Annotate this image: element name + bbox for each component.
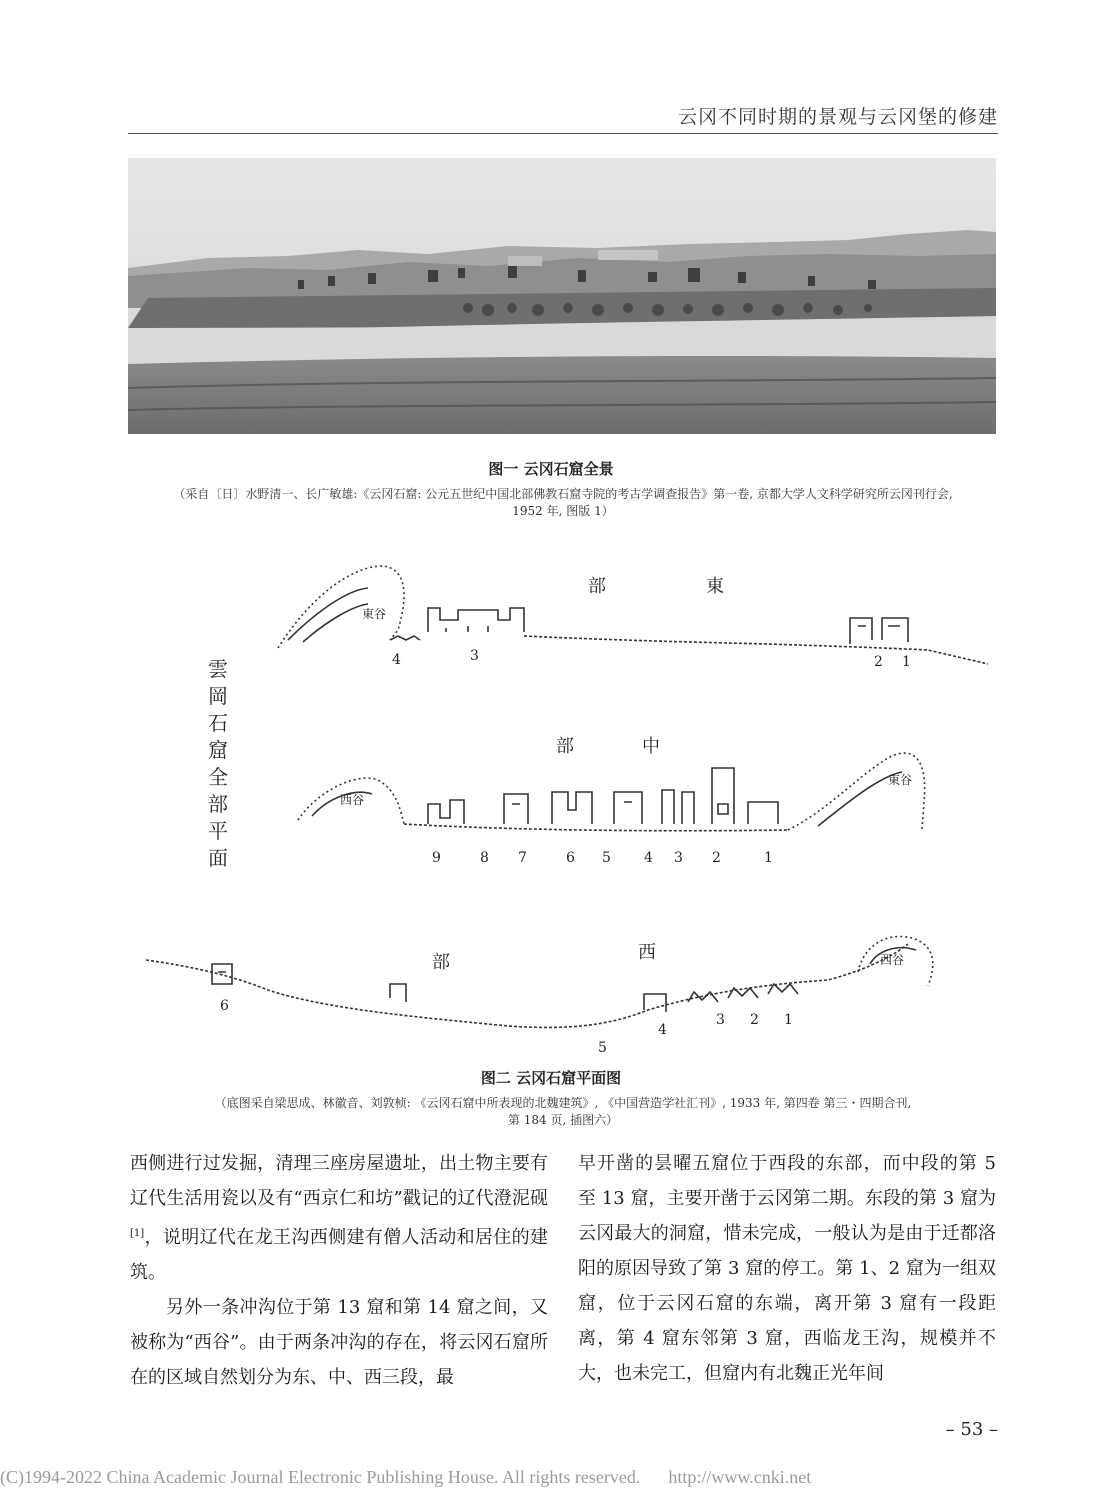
cnki-url-link[interactable]: http://www.cnki.net [668,1467,812,1487]
west-cave-number: 6 [220,998,229,1014]
middle-section-label: 中 [642,736,660,757]
west-valley-label: 西谷 [880,953,905,967]
body-paragraph: 另外一条冲沟位于第 13 窟和第 14 窟之间，又被称为“西谷”。由于两条冲沟的存在，将云冈石窟所在的区域自然划分为东、中、西三段，最 [130,1297,548,1388]
east-cave-number: 4 [392,652,401,668]
middle-west-valley-label: 西谷 [340,793,365,807]
running-header-title: 云冈不同时期的景观与云冈堡的修建 [677,106,998,128]
east-valley-label: 東谷 [362,607,387,621]
page-number: – 53 – [945,1419,998,1440]
figure2-note [128,1095,998,1129]
cave-plan-drawing [128,540,998,1060]
plan-vertical-title-text: 雲岡石窟全部平面 [208,657,228,870]
east-cave-number: 2 [874,654,883,670]
middle-cave-number: 9 [432,850,441,866]
middle-cave-number: 5 [602,850,611,866]
east-section-label: 部 [588,576,606,597]
middle-east-valley-label: 東谷 [888,773,913,787]
west-cave-number: 1 [784,1012,793,1028]
figure1-note [128,486,998,520]
figure2-note-line2: 第 184 页, 插图六） [507,1113,619,1127]
body-column-right [578,1146,996,1391]
yungang-panorama-photo [128,158,996,434]
copyright-text: (C)1994-2022 China Academic Journal Electronic Publishing House. All rights reserved. [0,1467,641,1487]
panorama-illustration [128,158,996,434]
west-cave-number: 2 [750,1012,759,1028]
east-cave-number: 1 [902,654,911,670]
middle-section-label: 部 [556,736,574,757]
body-paragraph [130,1146,548,1290]
east-cave-number: 3 [470,648,479,664]
plan-middle-labels [340,736,912,866]
plan-west-section [146,936,933,1027]
figure1-note-line2: 1952 年, 图版 1） [512,504,614,518]
middle-cave-number: 7 [518,850,527,866]
figure2-caption: 图二 云冈石窟平面图 [480,1069,622,1087]
west-cave-number: 4 [658,1022,667,1038]
plan-west-labels [220,942,904,1056]
figure1-note-line1: （采自〔日〕水野清一、长广敏雄:《云冈石窟: 公元五世纪中国北部佛教石窟寺院的考古学调查报告》第一卷, 京都大学人文科学研究所云冈刊行会, [173,487,953,501]
east-section-label: 東 [706,576,724,597]
figure1-caption: 图一 云冈石窟全景 [488,460,614,478]
middle-cave-number: 6 [566,850,575,866]
plan-east-labels [362,576,911,670]
west-cave-number: 3 [716,1012,725,1028]
figure2-note-line1: （底图采自梁思成、林徽音、刘敦桢: 《云冈石窟中所表现的北魏建筑》, 《中国营造学社汇刊》, 1933 年, 第四卷 第三・四期合刊, [214,1096,912,1110]
body-text: 西侧进行过发掘，清理三座房屋遗址，出土物主要有辽代生活用瓷以及有“西京仁和坊”戳记的辽代澄泥砚 [130,1153,548,1209]
west-cave-number: 5 [598,1040,607,1056]
cnki-footer [0,1467,1102,1488]
body-paragraph: 早开凿的昙曜五窟位于西段的东部，而中段的第 5 至 13 窟，主要开凿于云冈第二期。东段的第 3 窟为云冈最大的洞窟，惜未完成，一般认为是由于迁都洛阳的原因导致了第 3 窟的停工。第 1、2 窟为一组双窟，位于云冈石窟的东端，离开第 3 窟有一段距离，第 4 窟东邻第 3 窟，西临龙王沟，规模并不大，也未完工，但窟内有北魏正光年间 [578,1153,996,1384]
middle-cave-number: 2 [712,850,721,866]
plan-vertical-title [208,657,228,870]
west-section-label: 西 [638,942,656,963]
footnote-reference[interactable]: [1] [130,1228,145,1239]
middle-cave-number: 4 [644,850,653,866]
header-rule [128,133,998,134]
plan-middle-section [298,753,925,831]
body-text: ，说明辽代在龙王沟西侧建有僧人活动和居住的建筑。 [130,1227,548,1283]
west-section-label: 部 [432,952,450,973]
middle-cave-number: 1 [764,850,773,866]
body-column-left [130,1146,548,1395]
middle-cave-number: 8 [480,850,489,866]
middle-cave-number: 3 [674,850,683,866]
